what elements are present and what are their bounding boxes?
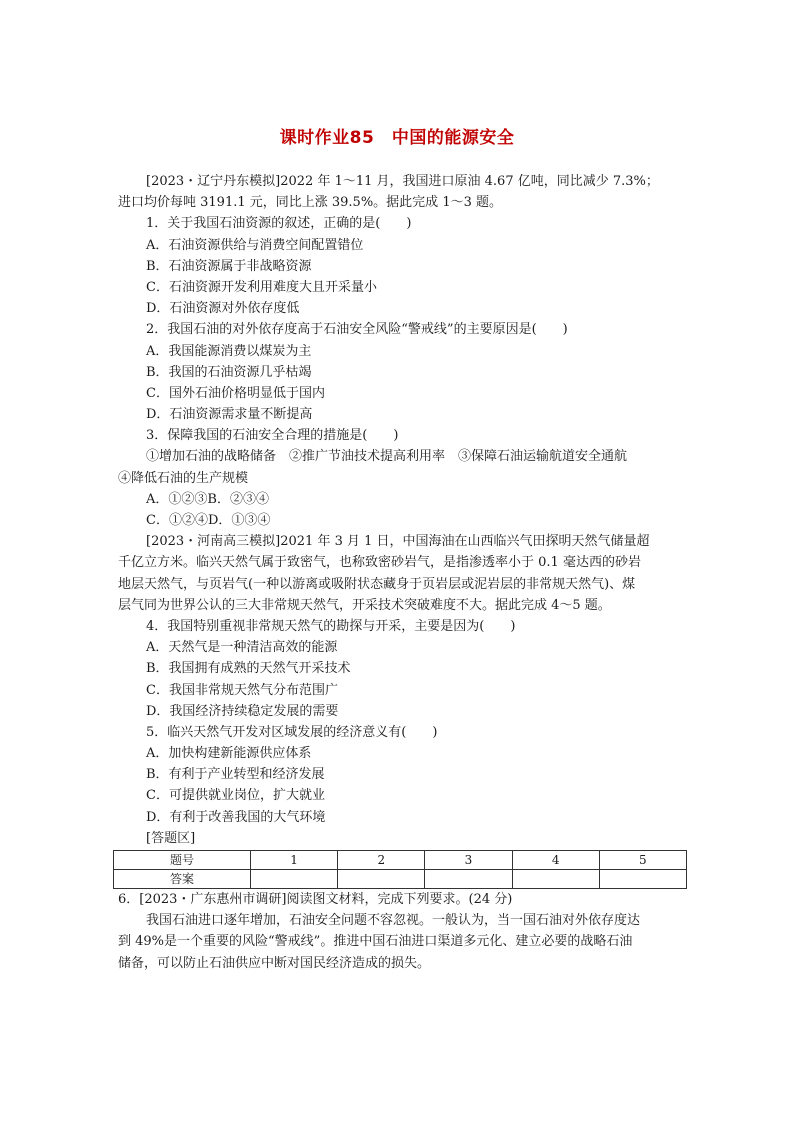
question-5-stem: 5．临兴天然气开发对区域发展的经济意义有( ) — [146, 724, 438, 740]
question-1-option-a: A．石油资源供给与消费空间配置错位 — [146, 237, 364, 253]
question-2-option-c: C．国外石油价格明显低于国内 — [146, 385, 325, 401]
question-1-option-d: D．石油资源对外依存度低 — [146, 301, 300, 317]
material-line-2: 到 49%是一个重要的风险“警戒线”。推进中国石油进口渠道多元化、建立必要的战略石油 — [118, 934, 633, 950]
answer-table-number: 5 — [599, 851, 686, 870]
answer-table-number: 2 — [338, 851, 425, 870]
intro-paragraph-2-line-3: 地层天然气，与页岩气(一种以游离或吸附状态藏身于页岩层或泥岩层的非常规天然气)、煤 — [118, 576, 636, 592]
material-line-3: 储备，可以防止石油供应中断对国民经济造成的损失。 — [118, 955, 431, 971]
question-2-option-b: B．我国的石油资源几乎枯竭 — [146, 364, 312, 380]
answer-table-answer-row — [114, 870, 687, 889]
question-2-option-a: A．我国能源消费以煤炭为主 — [146, 343, 312, 359]
answer-cell[interactable] — [338, 870, 425, 889]
question-3-options-row-1: A．①②③B．②③④ — [146, 491, 269, 507]
intro-paragraph-2-line-2: 千亿立方米。临兴天然气属于致密气，也称致密砂岩气，是指渗透率小于 0.1 毫达西的砂岩 — [118, 555, 641, 571]
document-body — [118, 171, 678, 974]
answer-table — [113, 850, 687, 889]
question-4-stem: 4．我国特别重视非常规天然气的勘探与开采，主要是因为( ) — [146, 618, 516, 634]
question-4-option-d: D．我国经济持续稳定发展的需要 — [146, 703, 339, 719]
question-3-options-row-2: C．①②④D．①③④ — [146, 513, 271, 528]
answer-table-header-label: 题号 — [114, 851, 251, 870]
answer-cell[interactable] — [251, 870, 338, 889]
question-5-option-d: D．有利于改善我国的大气环境 — [146, 809, 326, 825]
question-5-option-c: C．可提供就业岗位，扩大就业 — [146, 788, 325, 804]
answer-table-number: 4 — [512, 851, 599, 870]
answer-table-header-row — [114, 851, 687, 870]
intro-paragraph-2-line-1: [2023・河南高三模拟]2021 年 3 月 1 日，中国海油在山西临兴气田探明天然气储量超 — [146, 534, 650, 550]
answer-cell[interactable] — [425, 870, 512, 889]
answer-table-number: 3 — [425, 851, 512, 870]
question-1-option-c: C．石油资源开发利用难度大且开采量小 — [146, 279, 377, 295]
answer-table-number: 1 — [251, 851, 338, 870]
material-line-1: 我国石油进口逐年增加，石油安全问题不容忽视。一般认为，当一国石油对外依存度达 — [146, 913, 641, 929]
page-title: 课时作业85 中国的能源安全 — [279, 128, 515, 148]
question-2-stem: 2．我国石油的对外依存度高于石油安全风险“警戒线”的主要原因是( ) — [146, 322, 568, 338]
question-3-items-line-2: ④降低石油的生产规模 — [118, 470, 249, 486]
question-6-heading: 6．[2023・广东惠州市调研]阅读图文材料，完成下列要求。(24 分) — [118, 892, 513, 907]
question-4-option-b: B．我国拥有成熟的天然气开采技术 — [146, 661, 351, 677]
question-2-option-d: D．石油资源需求量不断提高 — [146, 407, 313, 423]
question-5-option-b: B．有利于产业转型和经济发展 — [146, 767, 325, 783]
question-1-stem: 1．关于我国石油资源的叙述，正确的是( ) — [146, 216, 412, 232]
question-4-option-c: C．我国非常规天然气分布范围广 — [146, 682, 338, 698]
question-1-option-b: B．石油资源属于非战略资源 — [146, 258, 312, 274]
question-3-stem: 3．保障我国的石油安全合理的措施是( ) — [146, 428, 399, 444]
answer-area-label: [答题区] — [146, 830, 196, 846]
answer-table-answer-label: 答案 — [114, 870, 251, 889]
question-3-items-line-1: ①增加石油的战略储备 ②推广节油技术提高利用率 ③保障石油运输航道安全通航 — [146, 449, 628, 465]
intro-paragraph-1-line-1: [2023・辽宁丹东模拟]2022 年 1～11 月，我国进口原油 4.67 亿吨，同比减少 7.3%； — [146, 174, 659, 189]
answer-cell[interactable] — [599, 870, 686, 889]
answer-cell[interactable] — [512, 870, 599, 889]
question-5-option-a: A．加快构建新能源供应体系 — [146, 746, 312, 762]
question-4-option-a: A．天然气是一种清洁高效的能源 — [146, 640, 338, 656]
intro-paragraph-1-line-2: 进口均价每吨 3191.1 元，同比上涨 39.5%。据此完成 1～3 题。 — [118, 195, 502, 211]
intro-paragraph-2-line-4: 层气同为世界公认的三大非常规天然气，开采技术突破难度不大。据此完成 4～5 题。 — [118, 597, 611, 613]
